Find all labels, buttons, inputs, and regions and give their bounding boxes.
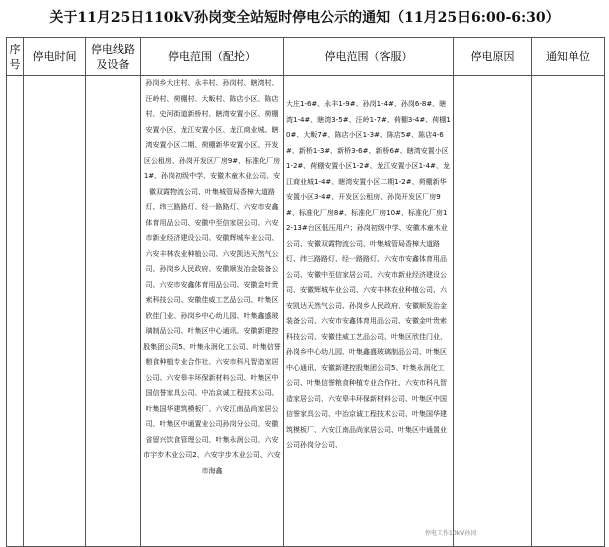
header-range-kefu: 停电范围（客服）	[284, 38, 454, 76]
cell-reason	[454, 76, 532, 547]
range-kefu-text: 大庄1-6#、永丰1-9#、孙岗1-4#、孙岗6-8#、瞎湾1-4#、瞎湾3-5#、汪岭1-7#、荷棚3-4#、荷棚10#、大畈7#、陈店小区1-3#、陈店5#、陈店4-6#、新桥1-3#、新桥3-6#、新桥6#、瞎湾安置小区1-2#、荷棚安置小区1-2#、龙江安置小区1-4#、龙江商业城1-4#、瞎湾安置小区二期1-2#、荷棚新华安置小区3-4#、开发区公租房、孙岗开发区厂房9#、标准化厂房8#、标准化厂房10#、标准化厂房12-13#台区低压用户；孙岗初级中学、安徽木童木业公司、安徽双霞物流公司、叶集城管局香樟大道路灯、纬三路路灯、经一路路灯、六安市安鑫体育用品公司、安徽中至信家居公司、六安市新业经济建设公司、安徽辉城车业公司、六安丰林农业种植公司、六安凯达天然气公司、孙岗乡人民政府、安徽顺发冶金装备公司、六安市安鑫体育用品公司、安徽金叶贵索科技公司、安徽佳威工艺品公司、叶集区欣佳门业、孙岗乡中心幼儿园、叶集鑫盛玻璃制品公司、叶集区中心通讯、安徽新建控股集团公司5、叶集永润化工公司、叶集信誉粮食种植专业合作社、六安市科凡智造家居公司、六安皋丰环保新材料公司、叶集区中国信誉家具公司、中冶京诚工程技术公司、叶集国华建筑模板厂、六安江南品尚家居公司、叶集区中通置业公司孙岗分公司、	[286, 100, 451, 449]
table-header-row	[7, 38, 605, 76]
trailing-text: 停电工作10kV孙冈	[425, 530, 477, 537]
cell-line	[86, 76, 141, 547]
cell-range-peifu	[141, 76, 284, 547]
header-time: 停电时间	[24, 38, 86, 76]
header-seq: 序号	[7, 38, 24, 76]
cell-seq	[7, 76, 24, 547]
cell-time	[24, 76, 86, 547]
table-row	[7, 76, 605, 547]
header-reason: 停电原因	[454, 38, 532, 76]
outage-table	[6, 37, 605, 547]
cell-unit	[532, 76, 605, 547]
header-unit: 通知单位	[532, 38, 605, 76]
header-range-peifu: 停电范围（配抡）	[141, 38, 284, 76]
range-peifu-text: 孙岗乡大庄村、永丰村、孙岗村、瞎湾村、汪岭村、荷棚村、大畈村、陈店小区、陈店村、史河街道新桥村、瞎湾安置小区、荷棚安置小区、龙江安置小区、龙江商业城、瞎湾安置小区二期、荷棚新华安置小区、开发区公租房、孙岗开发区厂房9#、标准化厂房1#、孙岗初级中学、安徽木童木业公司、安徽双霞物流公司、叶集城管局香樟大道路灯、纬三路路灯、经一路路灯、六安市安鑫体育用品公司、安徽中至信家居公司、六安市新业经济建设公司、安徽辉城车业公司、六安丰林农业种植公司、六安凯达天然气公司、孙岗乡人民政府、安徽顺发冶金装备公司、六安市安鑫体育用品公司、安徽金叶贵索科技公司、安徽佳威工艺品公司、叶集区欣佳门业、孙岗乡中心幼儿园、叶集鑫盛玻璃制品公司、叶集区中心通讯、安徽新建控股集团公司5、叶集永润化工公司、叶集信誉粮食种植专业合作社、六安市科凡智造家居公司、六安皋丰环保新材料公司、叶集区中国信誉家具公司、中冶京诚工程技术公司、叶集国华建筑模板厂、六安江南品尚家居公司、叶集区中通置业公司孙岗分公司、安徽省留兴饮食管理公司、叶集永润公司、六安市宇步木业公司2、六安宇步木业公司、六安市海鑫	[143, 79, 281, 475]
header-line: 停电线路及设备	[86, 38, 141, 76]
cell-range-kefu	[284, 76, 454, 547]
page-title: 关于11月25日110kV孙岗变全站短时停电公示的通知（11月25日6:00-6:30）	[49, 10, 560, 26]
